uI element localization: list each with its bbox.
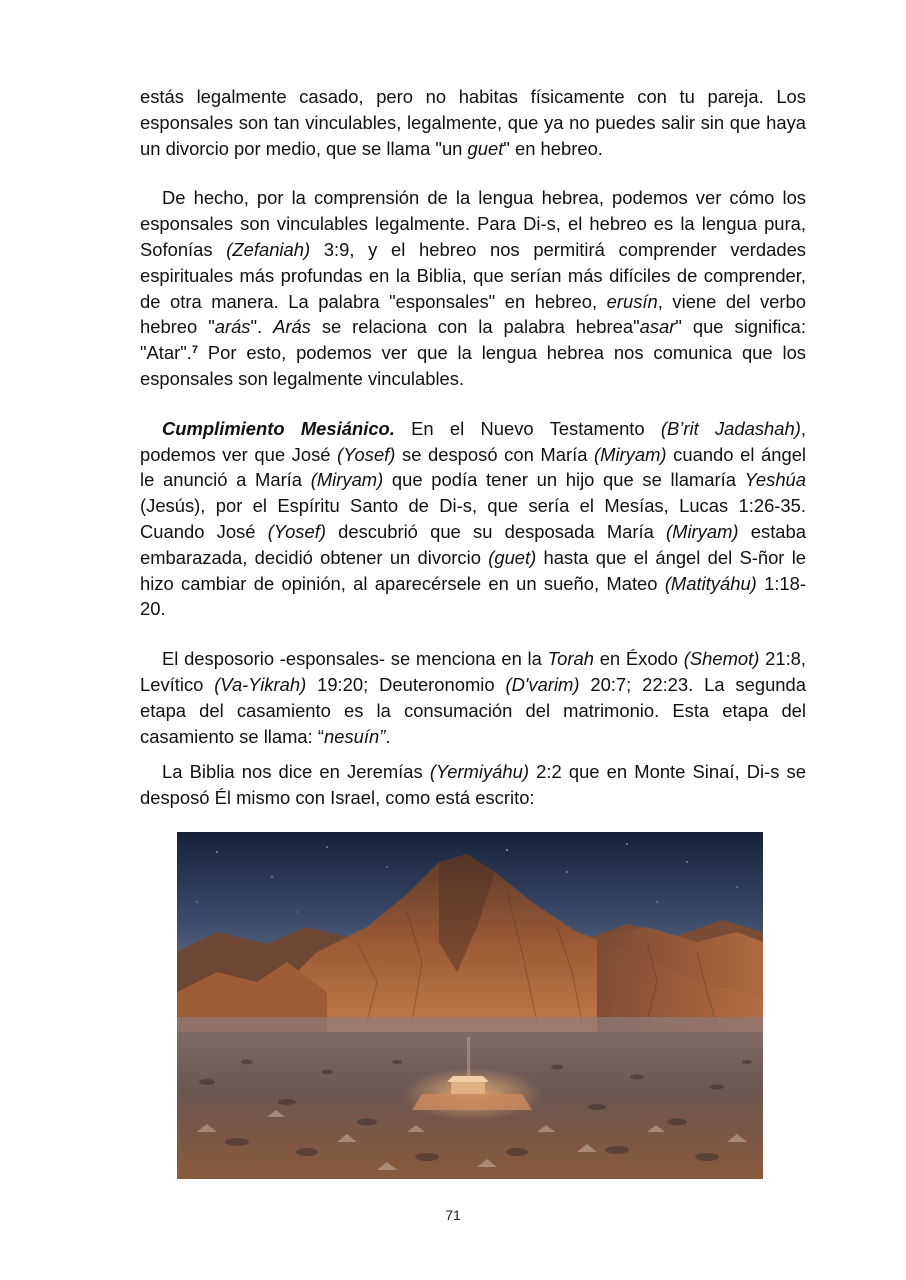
paragraph-2: De hecho, por la comprensión de la lengua hebrea, podemos ver cómo los esponsales son vinculables legalmente. Para Di-s, el hebreo es la lengua pura, Sofonías (Zefaniah) 3:9, y el hebreo nos permitirá comprender verdades espirituales más profundas en la Biblia, que serían más difíciles de comprender, de otra manera. La palabra "esponsales" en hebreo, erusín, viene del verbo hebreo "arás". Arás se relaciona con la palabra hebrea"asar" que significa: "Atar".$^7$ Por esto, podemos ver que la lengua hebrea nos comunica que los esponsales son legalmente vinculables. — [140, 187, 807, 389]
footnote-marker: 7 — [191, 344, 199, 357]
section-heading: Cumplimiento Mesiánico. — [162, 417, 395, 439]
paragraph-4: El desposorio -esponsales- se menciona en la Torah en Éxodo (Shemot) 21:8, Levítico (Va-Yikrah) 19:20; Deuteronomio (D'varim) 20:7; 22:23. La segunda etapa del casamiento es la consumación del matrimonio. Esta etapa del casamiento se llama: “nesuín”. — [140, 648, 807, 747]
paragraph-5: La Biblia nos dice en Jeremías (Yermiyáhu) 2:2 que en Monte Sinaí, Di-s se desposó Él mismo con Israel, como está escrito: — [140, 761, 806, 809]
paragraph-3: Cumplimiento Mesiánico. En el Nuevo Testamento (B’rit Jadashah), podemos ver que José (Yosef) se desposó con María (Miryam) cuando el ángel le anunció a María (Miryam) que podía tener un hijo que se llamaría Yeshúa (Jesús), por el Espíritu Santo de Di-s, que sería el Mesías, Lucas 1:26-35. Cuando José (Yosef) descubrió que su desposada María (Miryam) estaba embarazada, decidió obtener un divorcio (guet) hasta que el ángel del S-ñor le hizo cambiar de opinión, al aparecérsele en un sueño, Mateo (Matityáhu) 1:18-20. — [140, 417, 807, 620]
mount-sinai-illustration — [177, 832, 763, 1179]
paragraph-1: estás legalmente casado, pero no habitas físicamente con tu pareja. Los esponsales son tan vinculables, legalmente, que ya no puedes salir sin que haya un divorcio por medio, que se llama "un guet" en hebreo. — [140, 86, 806, 159]
page-number: 71 — [445, 1207, 461, 1223]
page-body — [140, 84, 806, 811]
